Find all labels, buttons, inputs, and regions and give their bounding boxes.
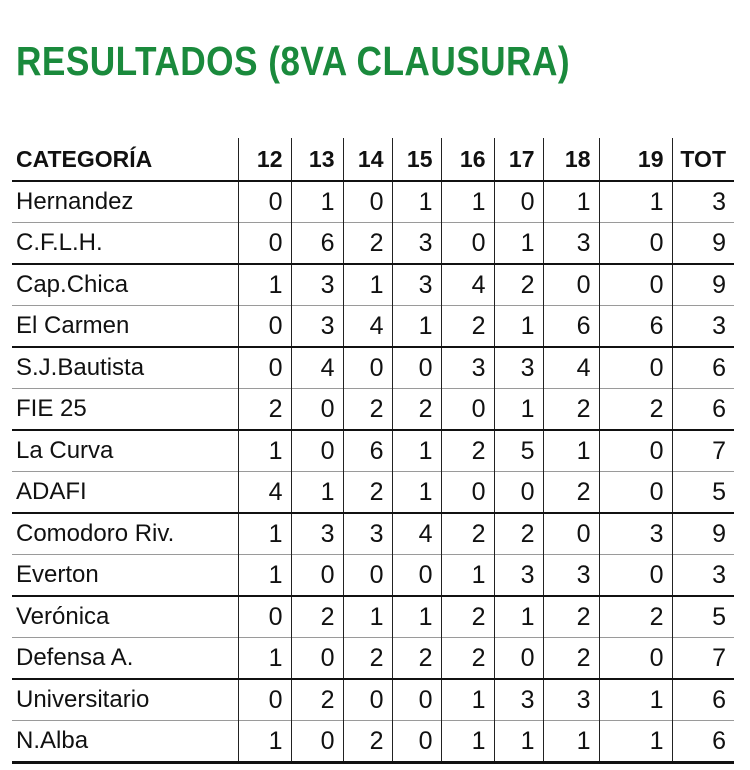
cell-12: 0 [238, 181, 291, 223]
header-19: 19 [599, 138, 672, 181]
cell-13: 2 [291, 679, 343, 721]
team-name: Universitario [16, 686, 150, 713]
cell-total: 9 [672, 264, 734, 306]
team-name: Everton [16, 561, 99, 588]
cell-18: 4 [543, 347, 599, 389]
team-name: Comodoro Riv. [16, 520, 175, 547]
cell-15: 0 [392, 679, 441, 721]
table-row [12, 721, 734, 763]
cell-total: 3 [672, 181, 734, 223]
cell-17: 1 [494, 596, 543, 638]
table-row [12, 679, 734, 721]
table-row [12, 389, 734, 431]
cell-14: 0 [343, 347, 392, 389]
cell-17: 3 [494, 555, 543, 597]
table-row [12, 347, 734, 389]
cell-12: 0 [238, 596, 291, 638]
cell-19: 0 [599, 264, 672, 306]
cell-15: 1 [392, 596, 441, 638]
cell-19: 2 [599, 596, 672, 638]
cell-total: 7 [672, 430, 734, 472]
cell-15: 3 [392, 264, 441, 306]
cell-17: 0 [494, 181, 543, 223]
cell-18: 1 [543, 430, 599, 472]
header-row [12, 138, 734, 181]
cell-19: 1 [599, 679, 672, 721]
cell-19: 0 [599, 347, 672, 389]
cell-total: 3 [672, 555, 734, 597]
cell-19: 0 [599, 472, 672, 514]
cell-17: 0 [494, 472, 543, 514]
table-row [12, 638, 734, 680]
cell-12: 1 [238, 430, 291, 472]
cell-15: 1 [392, 181, 441, 223]
cell-total: 7 [672, 638, 734, 680]
cell-16: 1 [441, 555, 494, 597]
cell-14: 4 [343, 306, 392, 348]
cell-14: 2 [343, 638, 392, 680]
cell-13: 0 [291, 721, 343, 763]
cell-14: 2 [343, 472, 392, 514]
header-17: 17 [494, 138, 543, 181]
cell-16: 0 [441, 389, 494, 431]
team-name: El Carmen [16, 312, 130, 339]
cell-14: 1 [343, 264, 392, 306]
team-name: S.J.Bautista [16, 354, 145, 381]
cell-19: 0 [599, 223, 672, 265]
cell-16: 0 [441, 472, 494, 514]
cell-15: 0 [392, 347, 441, 389]
cell-14: 3 [343, 513, 392, 555]
team-name: Cap.Chica [16, 271, 129, 298]
cell-total: 6 [672, 389, 734, 431]
table-body [12, 181, 734, 763]
cell-16: 4 [441, 264, 494, 306]
header-12: 12 [238, 138, 291, 181]
cell-12: 4 [238, 472, 291, 514]
cell-total: 6 [672, 679, 734, 721]
cell-14: 1 [343, 596, 392, 638]
results-table [12, 138, 734, 764]
cell-total: 5 [672, 472, 734, 514]
cell-13: 0 [291, 638, 343, 680]
cell-15: 2 [392, 389, 441, 431]
cell-17: 2 [494, 264, 543, 306]
cell-19: 0 [599, 638, 672, 680]
cell-16: 2 [441, 306, 494, 348]
table-row [12, 181, 734, 223]
cell-14: 0 [343, 181, 392, 223]
cell-13: 1 [291, 472, 343, 514]
table-row [12, 430, 734, 472]
cell-total: 6 [672, 721, 734, 763]
cell-13: 2 [291, 596, 343, 638]
cell-12: 1 [238, 555, 291, 597]
cell-12: 1 [238, 513, 291, 555]
cell-14: 2 [343, 721, 392, 763]
cell-17: 3 [494, 679, 543, 721]
page-title: RESULTADOS (8VA CLAUSURA) [16, 38, 571, 84]
cell-17: 0 [494, 638, 543, 680]
cell-16: 3 [441, 347, 494, 389]
cell-16: 2 [441, 638, 494, 680]
cell-12: 1 [238, 638, 291, 680]
table-row [12, 264, 734, 306]
cell-15: 3 [392, 223, 441, 265]
cell-15: 1 [392, 472, 441, 514]
cell-19: 0 [599, 430, 672, 472]
table-header [12, 138, 734, 181]
team-name: ADAFI [16, 478, 87, 505]
cell-13: 4 [291, 347, 343, 389]
cell-12: 0 [238, 306, 291, 348]
cell-16: 1 [441, 721, 494, 763]
team-name: N.Alba [16, 727, 89, 754]
cell-12: 0 [238, 347, 291, 389]
team-name: Hernandez [16, 188, 134, 215]
cell-18: 2 [543, 596, 599, 638]
cell-total: 6 [672, 347, 734, 389]
cell-15: 2 [392, 638, 441, 680]
header-18: 18 [543, 138, 599, 181]
cell-18: 2 [543, 638, 599, 680]
cell-16: 1 [441, 181, 494, 223]
cell-16: 2 [441, 430, 494, 472]
cell-17: 1 [494, 389, 543, 431]
cell-17: 5 [494, 430, 543, 472]
cell-17: 1 [494, 721, 543, 763]
cell-19: 3 [599, 513, 672, 555]
cell-14: 0 [343, 679, 392, 721]
cell-13: 0 [291, 389, 343, 431]
cell-14: 2 [343, 389, 392, 431]
table-row [12, 472, 734, 514]
header-14: 14 [343, 138, 392, 181]
cell-16: 2 [441, 513, 494, 555]
cell-13: 0 [291, 430, 343, 472]
cell-12: 1 [238, 721, 291, 763]
cell-12: 0 [238, 223, 291, 265]
cell-total: 9 [672, 513, 734, 555]
cell-13: 1 [291, 181, 343, 223]
cell-12: 2 [238, 389, 291, 431]
cell-18: 1 [543, 181, 599, 223]
cell-15: 1 [392, 306, 441, 348]
cell-19: 1 [599, 181, 672, 223]
cell-12: 1 [238, 264, 291, 306]
cell-17: 2 [494, 513, 543, 555]
header-16: 16 [441, 138, 494, 181]
team-name: Defensa A. [16, 644, 134, 671]
team-name: FIE 25 [16, 395, 87, 422]
cell-18: 3 [543, 679, 599, 721]
cell-17: 3 [494, 347, 543, 389]
cell-19: 0 [599, 555, 672, 597]
cell-17: 1 [494, 223, 543, 265]
cell-18: 3 [543, 223, 599, 265]
table-row [12, 555, 734, 597]
cell-19: 6 [599, 306, 672, 348]
cell-19: 1 [599, 721, 672, 763]
cell-14: 2 [343, 223, 392, 265]
table-row [12, 306, 734, 348]
cell-18: 6 [543, 306, 599, 348]
cell-15: 4 [392, 513, 441, 555]
cell-15: 0 [392, 721, 441, 763]
team-name: La Curva [16, 437, 114, 464]
header-tot: TOT [672, 138, 734, 181]
cell-18: 0 [543, 264, 599, 306]
cell-16: 2 [441, 596, 494, 638]
cell-19: 2 [599, 389, 672, 431]
cell-17: 1 [494, 306, 543, 348]
cell-18: 2 [543, 389, 599, 431]
cell-13: 3 [291, 264, 343, 306]
cell-total: 5 [672, 596, 734, 638]
cell-13: 6 [291, 223, 343, 265]
cell-14: 6 [343, 430, 392, 472]
header-categoria: CATEGORÍA [12, 138, 238, 181]
cell-total: 3 [672, 306, 734, 348]
cell-16: 0 [441, 223, 494, 265]
header-13: 13 [291, 138, 343, 181]
cell-14: 0 [343, 555, 392, 597]
cell-13: 3 [291, 513, 343, 555]
cell-13: 0 [291, 555, 343, 597]
cell-12: 0 [238, 679, 291, 721]
cell-15: 0 [392, 555, 441, 597]
cell-13: 3 [291, 306, 343, 348]
table-row [12, 223, 734, 265]
cell-18: 0 [543, 513, 599, 555]
team-name: C.F.L.H. [16, 229, 103, 256]
cell-total: 9 [672, 223, 734, 265]
header-15: 15 [392, 138, 441, 181]
cell-18: 3 [543, 555, 599, 597]
table-row [12, 596, 734, 638]
cell-18: 1 [543, 721, 599, 763]
team-name: Verónica [16, 603, 110, 630]
cell-18: 2 [543, 472, 599, 514]
cell-15: 1 [392, 430, 441, 472]
cell-16: 1 [441, 679, 494, 721]
table-row [12, 513, 734, 555]
